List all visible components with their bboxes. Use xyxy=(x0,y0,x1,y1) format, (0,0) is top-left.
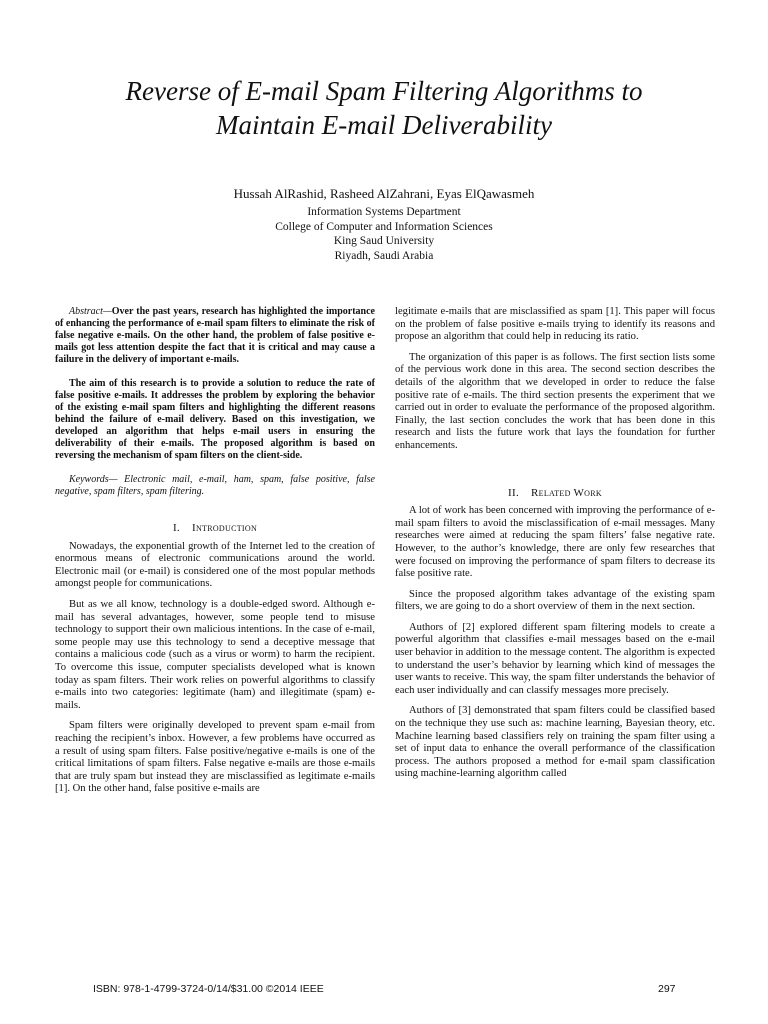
section-heading-related-work xyxy=(395,487,715,500)
related-paragraph-2: Since the proposed algorithm takes advantage of the existing spam filters, we are going to do a short overview of them in the next section. xyxy=(395,588,715,613)
abstract-paragraph-2: The aim of this research is to provide a solution to reduce the rate of false positive e-mails. It addresses the problem by exploring the behavior of the existing e-mail spam filters and highlighting the different reasons behind the failure of e-mail delivery. Based on this investigation, we developed an algorithm that helps e-mail users in ensuring the deliverability of their e-mails. The proposed algorithm is based on reversing the mechanism of spam filters on the client-side. xyxy=(55,378,375,461)
related-paragraph-4: Authors of [3] demonstrated that spam filters could be classified based on the technique they use such as: machine learning, Bayesian theory, etc. Machine learning based classifiers rely on training the spam filter using a set of input data to enhance the overall performance of the classification process. The authors proposed a method for e-mail spam classification using machine-learning algorithm called xyxy=(395,705,715,780)
section-heading-introduction xyxy=(55,522,375,535)
section-number: I. xyxy=(172,522,180,534)
abstract xyxy=(55,306,375,462)
intro-paragraph-continued: legitimate e-mails that are misclassified as spam [1]. This paper will focus on the problem of false positive e-mails trying to identify its reasons and propose an algorithm that could help in reducing its ratio. xyxy=(395,306,715,343)
intro-paragraph-3: Spam filters were originally developed to prevent spam e-mail from reaching the recipient’s inbox. However, a few problems have occurred as a result of using spam filters. False positive/negative e-mails is one of the critical limitations of spam filters. False negative e-mails are those e-mails that are truly spam but instead they are misclassified as legitimate e-mails [1]. On the other hand, false positive e-mails are xyxy=(55,720,375,795)
section-number: II. xyxy=(508,486,519,499)
abstract-paragraph-1 xyxy=(55,306,375,366)
left-column xyxy=(55,306,375,804)
intro-paragraph-2: But as we all know, technology is a double-edged sword. Although e-mail has several advantages, however, some people tend to misuse technology to support their own malicious intentions. In the case of e-mail, some people may use this technology to send a deceptive message that contains a malicious code (such as a virus or worm) to harm the recipient. To overcome this issue, computer specialists developed what is known today as spam filters. Their work relies on powerful algorithms to classify e-mails into two categories: legitimate (ham) and illegitimate (spam) e-mails. xyxy=(55,598,375,711)
footer-page-number: 297 xyxy=(658,983,676,995)
keywords: Keywords— Electronic mail, e-mail, ham, spam, false positive, false negative, spam filters, spam filtering. xyxy=(55,474,375,497)
related-paragraph-3: Authors of [2] explored different spam filtering models to create a powerful algorithm that classifies e-mail messages based on the e-mail user behavior in addition to the message content. The algorithm is expected to understand the user’s behavior by learning which kind of messages the user wants to receive. This way, the spam filter understands the behavior of each user individually and can classify messages more precisely. xyxy=(395,621,715,696)
related-paragraph-1: A lot of work has been concerned with improving the performance of e-mail spam filters to avoid the misclassification of e-mail messages. Many researches were aimed at reducing the spam filters’ false negative rate. However, to the author’s knowledge, there are only few researches that were focused on improving the performance of spam filters to decrease its false positive rate. xyxy=(395,505,715,580)
affiliation-city: Riyadh, Saudi Arabia xyxy=(334,249,434,262)
abstract-lead: Abstract— xyxy=(69,306,112,317)
title-line-2: Maintain E-mail Deliverability xyxy=(216,110,552,140)
section-title: Introduction xyxy=(191,522,258,534)
abstract-text-1: Over the past years, research has highlighted the importance of enhancing the performance of e-mail spam filters to eliminate the risk of false negative e-mails. On the other hand, the problem of false positive e-mails got less attention despite the fact that it is critical and may cause a failure in the delivery of important e-mails. xyxy=(55,306,375,365)
affiliation xyxy=(40,205,728,263)
paper-title xyxy=(40,74,728,142)
affiliation-department: Information Systems Department xyxy=(307,206,461,218)
section-title: Related Work xyxy=(531,486,602,499)
intro-paragraph-1: Nowadays, the exponential growth of the Internet led to the creation of enormous means of electronic communications around the world. Electronic mail (or e-mail) is considered one of the most popular methods amongst people for communications. xyxy=(55,540,375,590)
right-column xyxy=(395,306,715,789)
affiliation-college: College of Computer and Information Sciences xyxy=(275,220,493,233)
title-line-1: Reverse of E-mail Spam Filtering Algorithms to xyxy=(125,76,643,106)
intro-paragraph-organization: The organization of this paper is as follows. The first section lists some of the pervious work done in this area. The second section describes the details of the algorithm that we developed in order to reduce the false positive rate of e-mails. The third section presents the experiment that we carried out in order to evaluate the performance of the proposed algorithm. Finally, the last section concludes the work that has been done in this research and lists the future work that lays the foundation for further enhancements. xyxy=(395,351,715,451)
affiliation-university: King Saud University xyxy=(333,235,435,247)
authors: Hussah AlRashid, Rasheed AlZahrani, Eyas ElQawasmeh xyxy=(233,186,535,201)
footer-isbn: ISBN: 978-1-4799-3724-0/14/$31.00 ©2014 IEEE xyxy=(93,983,324,995)
